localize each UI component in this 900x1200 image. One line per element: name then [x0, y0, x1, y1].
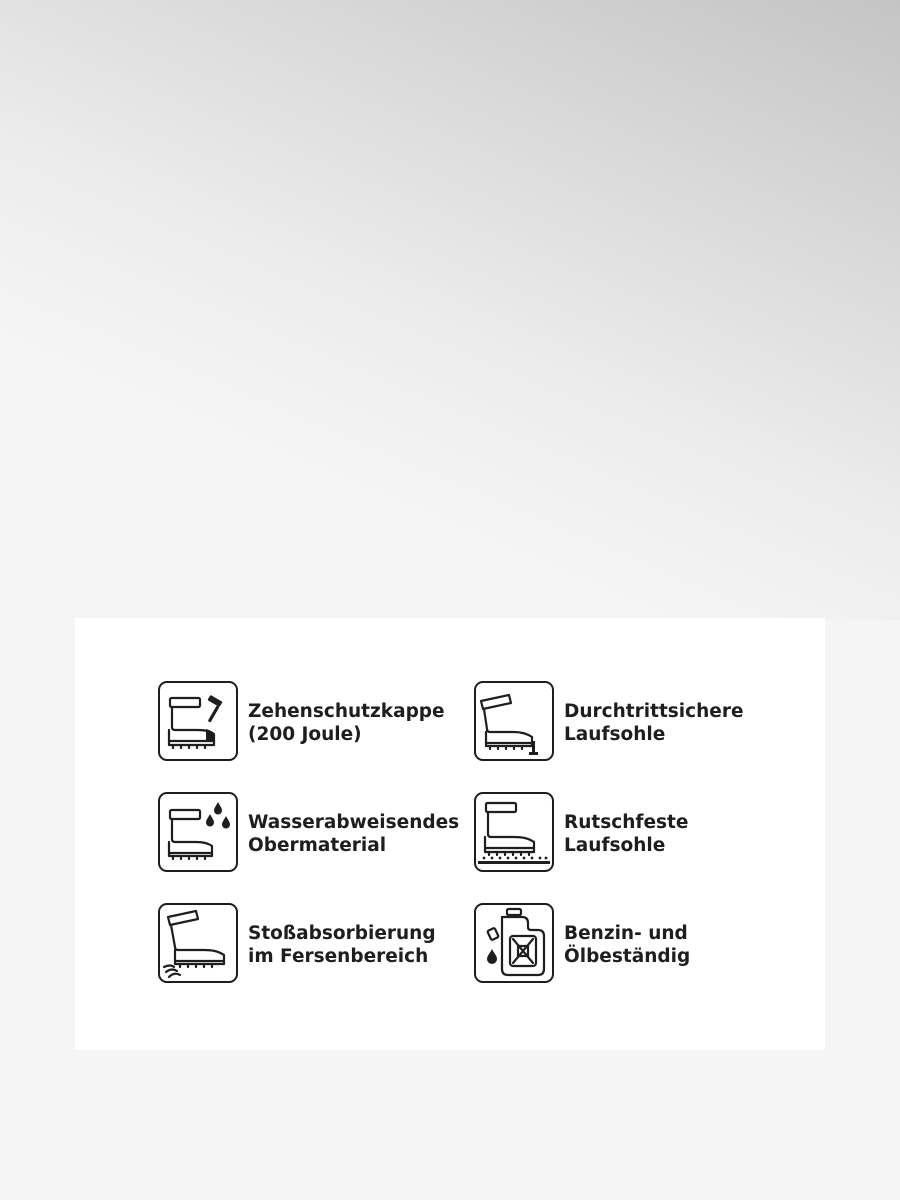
boot-heel-shock-icon — [158, 903, 238, 983]
feature-panel — [75, 618, 825, 1050]
feature-label: Durchtrittsichere Laufsohle — [564, 701, 744, 745]
fuel-canister-oil-drop-icon — [474, 903, 554, 983]
boot-nail-sole-icon — [474, 681, 554, 761]
feature-label: Rutschfeste Laufsohle — [564, 812, 689, 856]
boot-toe-cap-hammer-icon — [158, 681, 238, 761]
feature-shock-absorption — [158, 903, 478, 987]
feature-label: Wasserabweisendes Obermaterial — [248, 812, 460, 856]
feature-toe-cap — [158, 681, 478, 765]
boot-water-drops-icon — [158, 792, 238, 872]
feature-label: Zehenschutzkappe (200 Joule) — [248, 701, 445, 745]
feature-fuel-oil-resistant — [474, 903, 794, 987]
feature-puncture-resistant — [474, 681, 794, 765]
boot-slip-resistant-icon — [474, 792, 554, 872]
feature-label: Stoßabsorbierung im Fersenbereich — [248, 923, 436, 967]
feature-slip-resistant — [474, 792, 794, 876]
feature-water-repellent — [158, 792, 478, 876]
feature-label: Benzin- und Ölbeständig — [564, 923, 691, 967]
